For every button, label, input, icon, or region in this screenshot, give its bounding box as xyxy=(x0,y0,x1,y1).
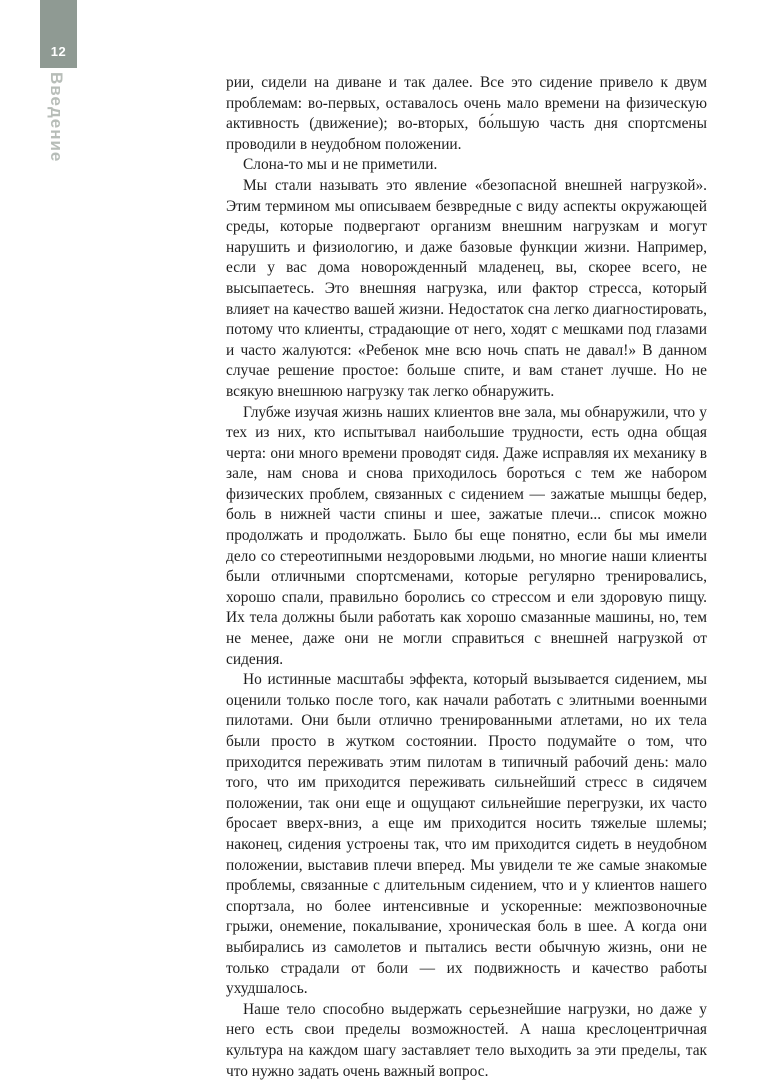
section-title: Введение xyxy=(47,72,66,163)
paragraph: Но истинные масштабы эффекта, который вызывается сидением, мы оценили только после того, как начали работать с элитными военными пилотами. Они были отлично тренированными атлетами, но их тела были просто в жутком состоянии. Просто подумайте о том, что приходится переживать этим пилотам в типичный рабочий день: мало того, что им приходится переживать сильнейший стресс в сидячем положении, так они еще и ощущают сильнейшие перегрузки, их часто бросает вверх-вниз, а еще им приходится носить тяжелые шлемы; наконец, сидения устроены так, что им приходится сидеть в неудобном положении, выставив плечи вперед. Мы увидели те же самые знакомые проблемы, связанные с длительным сидением, что и у клиентов нашего спортзала, но более интенсивные и ускоренные: межпозвоночные грыжи, онемение, покалывание, хроническая боль в шее. А когда они выбирались из самолетов и пытались вести обычную жизнь, они не только страдали от боли — их подвижность и качество работы ухудшалось. xyxy=(226,671,707,998)
paragraph: рии, сидели на диване и так далее. Все это сидение привело к двум проблемам: во-первых, оставалось очень мало времени на физическую активность (движение); во-вторых, бо́льшую часть дня спортсмены проводили в неудобном положении. xyxy=(226,74,707,153)
paragraph: Слона-то мы и не приметили. xyxy=(243,156,438,174)
body-text xyxy=(226,73,707,1082)
paragraph: Глубже изучая жизнь наших клиентов вне зала, мы обнаружили, что у тех из них, кто испытывал наибольшие трудности, есть одна общая черта: они много времени проводят сидя. Даже исправляя их механику в зале, нам снова и снова приходилось бороться с тем же набором физических проблем, связанных с сидением — зажатые мышцы бедер, боль в нижней части спины и шее, зажатые плечи... список можно продолжать и продолжать. Было бы еще понятно, если бы мы имели дело со стереотипными нездоровыми людьми, но многие наши клиенты были отличными спортсменами, которые регулярно тренировались, хорошо спали, правильно боролись со стрессом и ели здоровую пищу. Их тела должны были работать как хорошо смазанные машины, но, тем не менее, даже они не могли справиться с внешней нагрузкой от сидения. xyxy=(226,403,707,668)
paragraph: Мы стали называть это явление «безопасной внешней нагрузкой». Этим термином мы описываем безвредные с виду аспекты окружающей среды, которые подвергают организм внешним нагрузкам и могут нарушить и физиологию, и даже базовые функции жизни. Например, если у вас дома новорожденный младенец, вы, скорее всего, не высыпаетесь. Это внешняя нагрузка, или фактор стресса, который влияет на качество вашей жизни. Недостаток сна легко диагностировать, потому что клиенты, страдающие от него, ходят с мешками под глазами и часто жалуются: «Ребенок мне всю ночь спать не давал!» В данном случае решение простое: больше спите, и вам станет лучше. Но не всякую внешнюю нагрузку так легко обнаружить. xyxy=(226,176,707,400)
page-number: 12 xyxy=(50,44,67,59)
paragraph: Наше тело способно выдержать серьезнейшие нагрузки, но даже у него есть свои пределы возможностей. А наша креслоцентричная культура на каждом шагу заставляет тело выходить за эти пределы, так что нужно задать очень важный вопрос. xyxy=(226,1000,707,1080)
